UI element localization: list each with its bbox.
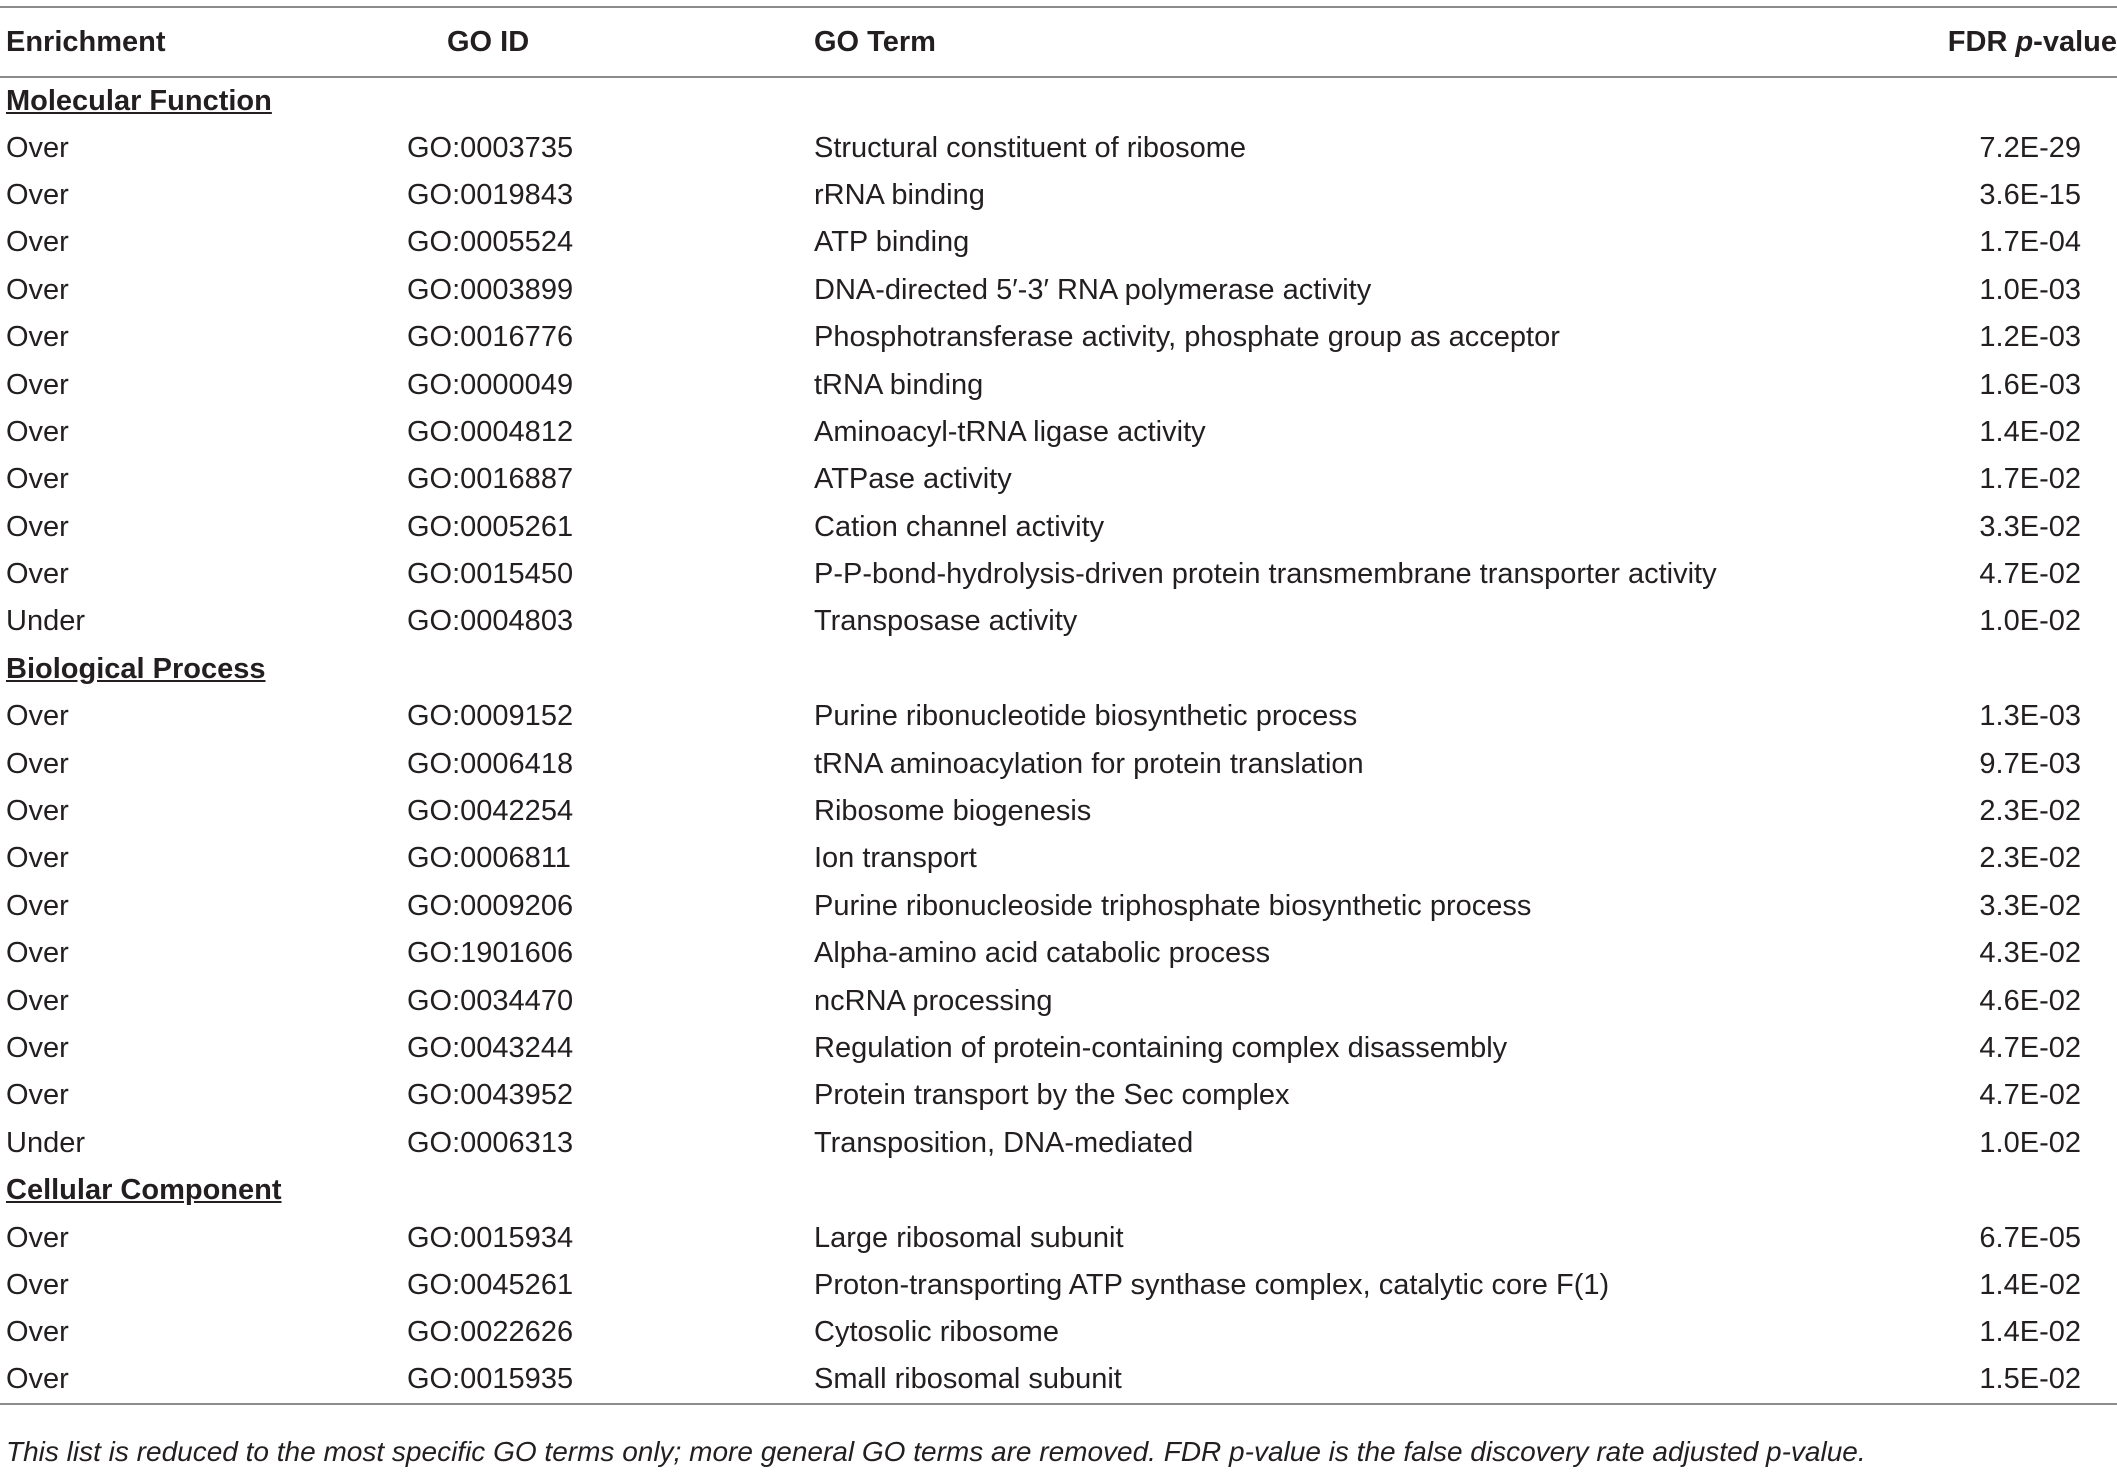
go-term-cell: Proton-transporting ATP synthase complex, catalytic core F(1)	[814, 1268, 1610, 1301]
go-id-cell: GO:0015935	[407, 1363, 574, 1396]
enrichment-cell: Over	[6, 1032, 69, 1064]
go-term-cell: Protein transport by the Sec complex	[814, 1079, 1290, 1112]
enrichment-cell: Over	[6, 321, 69, 354]
table-row	[0, 314, 2117, 361]
table-row	[0, 1072, 2117, 1119]
enrichment-cell: Over	[6, 842, 69, 875]
go-id-cell: GO:0003899	[407, 273, 574, 306]
enrichment-cell: Over	[6, 463, 69, 496]
section-row	[0, 646, 2117, 693]
enrichment-cell: Over	[6, 368, 69, 401]
table-row	[0, 504, 2117, 551]
enrichment-cell: Over	[6, 226, 69, 259]
table-row	[0, 883, 2117, 930]
go-id-cell: GO:0009206	[407, 889, 574, 922]
table-row	[0, 1262, 2117, 1309]
go-term-cell: Large ribosomal subunit	[814, 1221, 1124, 1254]
go-id-cell: GO:0009152	[407, 700, 574, 733]
go-term-cell: P-P-bond-hydrolysis-driven protein transmembrane transporter activity	[814, 558, 1717, 591]
table-row	[0, 1309, 2117, 1356]
fdr-value-cell: 1.0E-02	[1979, 1126, 2081, 1159]
go-id-cell: GO:0043244	[407, 1032, 574, 1064]
enrichment-cell: Over	[6, 1316, 69, 1349]
go-id-cell: GO:0004812	[407, 415, 574, 448]
go-term-cell: Ion transport	[814, 842, 977, 875]
enrichment-cell: Over	[6, 700, 69, 733]
enrichment-cell: Over	[6, 510, 69, 543]
fdr-value-cell: 4.7E-02	[1979, 1079, 2081, 1112]
go-term-cell: tRNA aminoacylation for protein translation	[814, 747, 1364, 780]
go-id-cell: GO:0005261	[407, 510, 574, 543]
go-term-cell: Cytosolic ribosome	[814, 1316, 1059, 1349]
go-term-cell: ncRNA processing	[814, 984, 1053, 1017]
fdr-value-cell: 4.3E-02	[1979, 937, 2081, 970]
section-title: Molecular Function	[6, 84, 272, 117]
fdr-value-cell: 1.4E-02	[1979, 1268, 2081, 1301]
table-row	[0, 172, 2117, 219]
table-row	[0, 456, 2117, 503]
go-term-cell: Transposition, DNA-mediated	[814, 1126, 1194, 1159]
go-id-cell: GO:0005524	[407, 226, 574, 259]
table-body	[0, 77, 2117, 1404]
go-id-cell: GO:0016776	[407, 321, 574, 354]
header-fdr-prefix: FDR	[1947, 25, 2016, 58]
enrichment-cell: Over	[6, 747, 69, 780]
header-go-term: GO Term	[814, 25, 936, 58]
section-title: Biological Process	[6, 652, 266, 685]
enrichment-cell: Over	[6, 1363, 69, 1396]
header-go-id: GO ID	[447, 25, 530, 58]
go-id-cell: GO:0016887	[407, 463, 574, 496]
go-term-cell: Structural constituent of ribosome	[814, 131, 1246, 164]
table-row	[0, 124, 2117, 171]
go-id-cell: GO:0000049	[407, 368, 574, 401]
table-row	[0, 1025, 2117, 1072]
table-row	[0, 551, 2117, 598]
go-term-cell: Small ribosomal subunit	[814, 1363, 1122, 1396]
go-id-cell: GO:0043952	[407, 1079, 574, 1112]
fdr-value-cell: 6.7E-05	[1979, 1221, 2081, 1254]
enrichment-cell: Over	[6, 1079, 69, 1112]
fdr-value-cell: 3.3E-02	[1979, 889, 2081, 922]
go-id-cell: GO:0042254	[407, 795, 574, 828]
fdr-value-cell: 1.6E-03	[1979, 368, 2081, 401]
go-id-cell: GO:0006418	[407, 747, 574, 780]
fdr-value-cell: 1.4E-02	[1979, 1316, 2081, 1349]
go-enrichment-table	[0, 6, 2117, 1405]
go-id-cell: GO:0006811	[407, 842, 571, 875]
fdr-value-cell: 9.7E-03	[1979, 747, 2081, 780]
table-row	[0, 977, 2117, 1024]
fdr-value-cell: 4.6E-02	[1979, 984, 2081, 1017]
enrichment-cell: Over	[6, 415, 69, 448]
go-term-cell: Phosphotransferase activity, phosphate group as acceptor	[814, 321, 1560, 354]
table-row	[0, 788, 2117, 835]
header-row	[0, 7, 2117, 77]
fdr-value-cell: 1.2E-03	[1979, 321, 2081, 354]
enrichment-cell: Over	[6, 1221, 69, 1254]
enrichment-cell: Over	[6, 558, 69, 591]
go-term-cell: tRNA binding	[814, 368, 984, 401]
go-id-cell: GO:0022626	[407, 1316, 574, 1349]
section-row	[0, 1167, 2117, 1214]
go-id-cell: GO:0045261	[407, 1268, 574, 1301]
fdr-value-cell: 1.0E-03	[1979, 273, 2081, 306]
enrichment-cell: Over	[6, 273, 69, 306]
table-row	[0, 835, 2117, 882]
fdr-value-cell: 1.7E-04	[1979, 226, 2081, 259]
go-id-cell: GO:0006313	[407, 1126, 574, 1159]
go-id-cell: GO:1901606	[407, 937, 574, 970]
go-term-cell: Ribosome biogenesis	[814, 795, 1092, 828]
fdr-value-cell: 1.3E-03	[1979, 700, 2081, 733]
header-fdr-p-value	[1844, 7, 2117, 77]
enrichment-cell: Over	[6, 937, 69, 970]
fdr-value-cell: 1.5E-02	[1979, 1363, 2081, 1396]
section-title: Cellular Component	[6, 1174, 282, 1207]
go-term-cell: Purine ribonucleotide biosynthetic process	[814, 700, 1358, 733]
fdr-value-cell: 4.7E-02	[1979, 558, 2081, 591]
header-enrichment: Enrichment	[6, 25, 166, 58]
fdr-value-cell: 2.3E-02	[1979, 795, 2081, 828]
section-row	[0, 77, 2117, 124]
go-term-cell: Aminoacyl-tRNA ligase activity	[814, 415, 1206, 448]
enrichment-cell: Over	[6, 1268, 69, 1301]
enrichment-cell: Over	[6, 178, 69, 211]
go-term-cell: ATPase activity	[814, 463, 1012, 496]
fdr-value-cell: 7.2E-29	[1979, 131, 2081, 164]
go-term-cell: Alpha-amino acid catabolic process	[814, 937, 1271, 970]
go-term-cell: Transposase activity	[814, 605, 1078, 638]
fdr-value-cell: 1.7E-02	[1979, 463, 2081, 496]
table-row	[0, 1214, 2117, 1261]
go-id-cell: GO:0004803	[407, 605, 574, 638]
table-row	[0, 693, 2117, 740]
fdr-value-cell: 4.7E-02	[1979, 1032, 2081, 1064]
table-row	[0, 409, 2117, 456]
fdr-value-cell: 1.0E-02	[1979, 605, 2081, 638]
table-row	[0, 361, 2117, 408]
go-id-cell: GO:0034470	[407, 984, 574, 1017]
table-row	[0, 219, 2117, 266]
table-row	[0, 930, 2117, 977]
table-header	[0, 7, 2117, 77]
enrichment-cell: Under	[6, 605, 85, 638]
header-fdr-suffix: -value	[2033, 25, 2117, 58]
fdr-value-cell: 1.4E-02	[1979, 415, 2081, 448]
fdr-value-cell: 2.3E-02	[1979, 842, 2081, 875]
table-row	[0, 740, 2117, 787]
go-term-cell: Regulation of protein-containing complex disassembly	[814, 1032, 1508, 1064]
header-fdr-italic: p	[2015, 25, 2034, 58]
table-row	[0, 267, 2117, 314]
table-row	[0, 1120, 2117, 1167]
go-id-cell: GO:0015450	[407, 558, 574, 591]
table-row	[0, 598, 2117, 645]
table-row	[0, 1357, 2117, 1404]
go-term-cell: DNA-directed 5′-3′ RNA polymerase activity	[814, 273, 1372, 306]
go-term-cell: rRNA binding	[814, 178, 985, 211]
fdr-value-cell: 3.6E-15	[1979, 178, 2081, 211]
go-id-cell: GO:0015934	[407, 1221, 574, 1254]
go-term-cell: ATP binding	[814, 226, 970, 259]
go-term-cell: Cation channel activity	[814, 510, 1105, 543]
go-id-cell: GO:0003735	[407, 131, 574, 164]
go-id-cell: GO:0019843	[407, 178, 574, 211]
go-term-cell: Purine ribonucleoside triphosphate biosynthetic process	[814, 889, 1532, 922]
table-footnote: This list is reduced to the most specific GO terms only; more general GO terms are removed. FDR p-value is the false discovery rate adjusted p-value.	[6, 1436, 1866, 1467]
enrichment-cell: Over	[6, 795, 69, 828]
enrichment-cell: Over	[6, 131, 69, 164]
enrichment-cell: Under	[6, 1126, 85, 1159]
fdr-value-cell: 3.3E-02	[1979, 510, 2081, 543]
enrichment-cell: Over	[6, 984, 69, 1017]
enrichment-cell: Over	[6, 889, 69, 922]
